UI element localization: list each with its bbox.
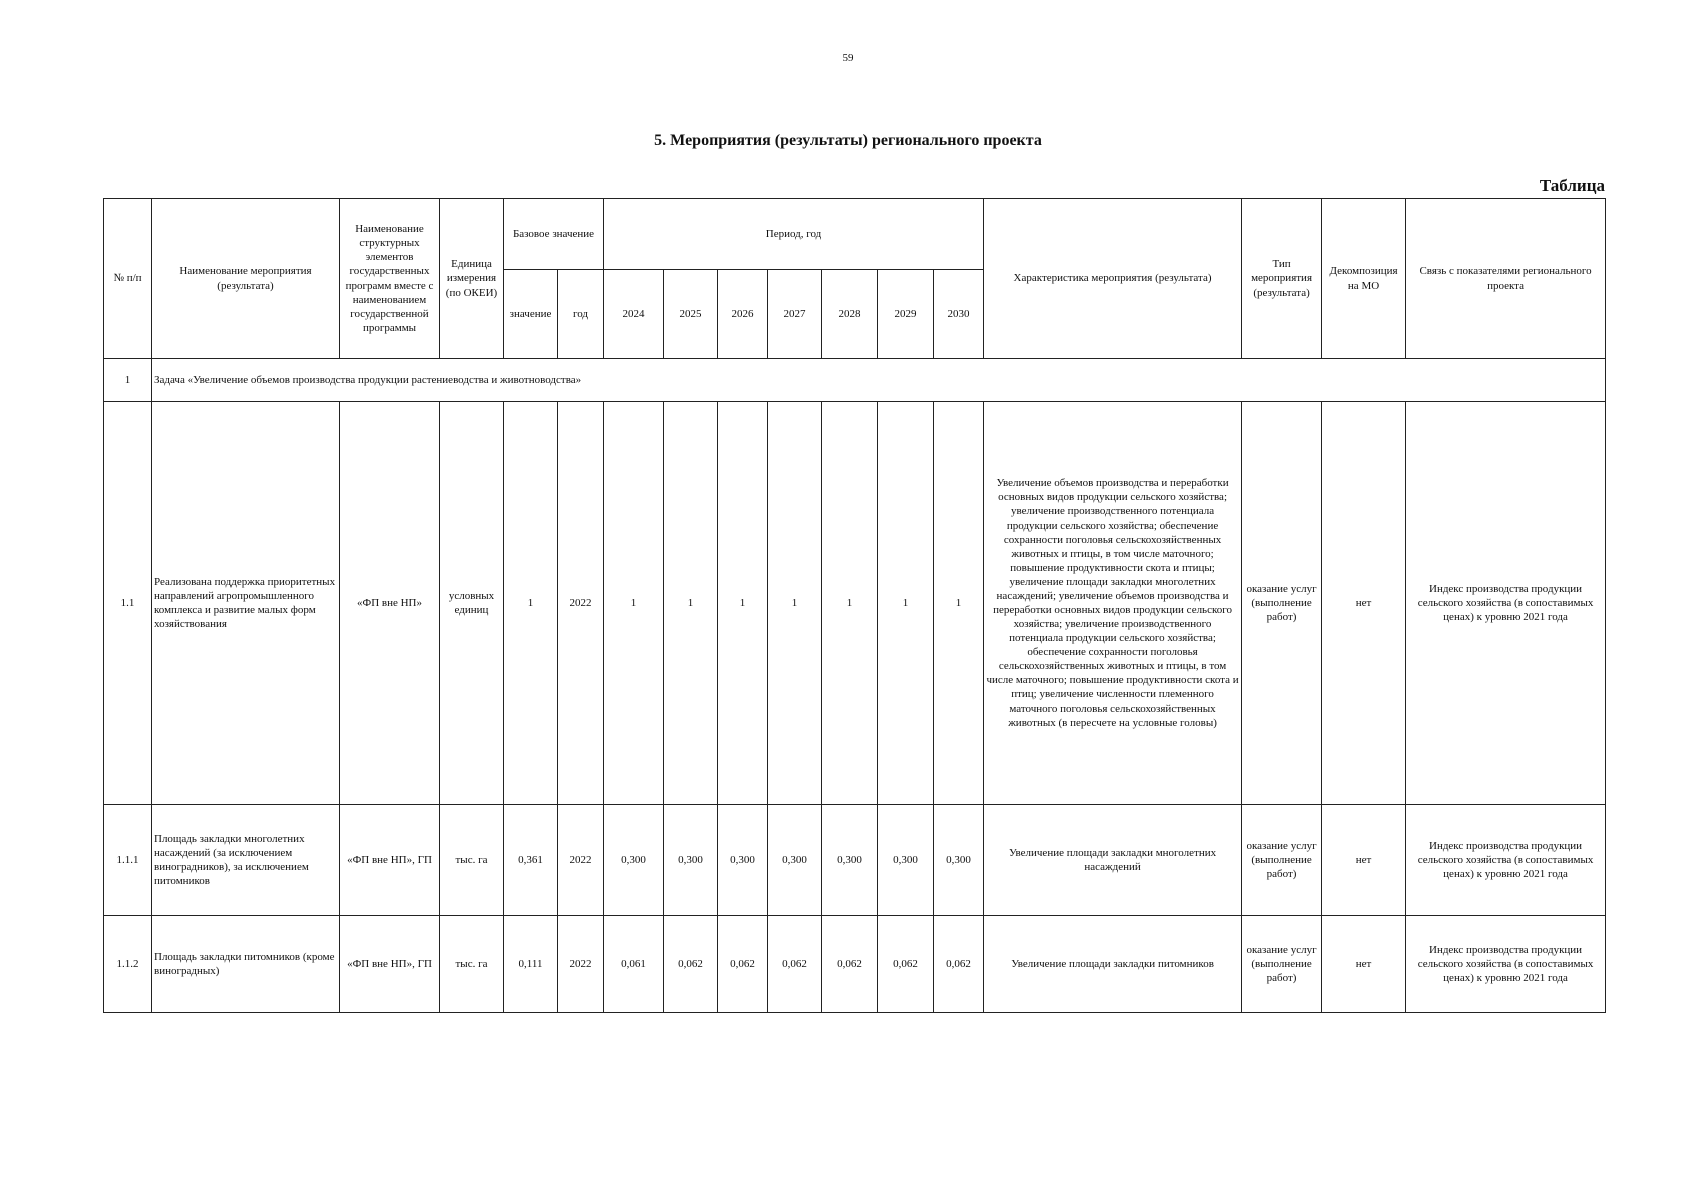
row-value-2026: 0,062 — [718, 916, 768, 1013]
task-row — [104, 359, 1606, 402]
row-value-2026: 1 — [718, 402, 768, 805]
row-value-2026: 0,300 — [718, 805, 768, 916]
row-type: оказание услуг (выполнение работ) — [1242, 916, 1322, 1013]
row-value-2028: 0,062 — [822, 916, 878, 1013]
header-year-2030: 2030 — [934, 270, 984, 359]
header-char: Характеристика мероприятия (результата) — [984, 199, 1242, 359]
row-unit: тыс. га — [440, 805, 504, 916]
row-base-value: 0,111 — [504, 916, 558, 1013]
task-num: 1 — [104, 359, 152, 402]
header-decomp: Декомпозиция на МО — [1322, 199, 1406, 359]
row-characteristic: Увеличение площади закладки многолетних насаждений — [984, 805, 1242, 916]
page-title: 5. Мероприятия (результаты) регионального проекта — [654, 132, 1042, 149]
header-year-2028: 2028 — [822, 270, 878, 359]
row-type: оказание услуг (выполнение работ) — [1242, 805, 1322, 916]
header-base-value: значение — [504, 270, 558, 359]
header-struct: Наименование структурных элементов государственных программ вместе с наименованием государственной программы — [340, 199, 440, 359]
row-num: 1.1.1 — [104, 805, 152, 916]
row-decomposition: нет — [1322, 402, 1406, 805]
row-base-year: 2022 — [558, 916, 604, 1013]
row-type: оказание услуг (выполнение работ) — [1242, 402, 1322, 805]
row-name: Площадь закладки многолетних насаждений (за исключением виноградников), за исключением питомников — [152, 805, 340, 916]
header-unit: Единица измерения (по ОКЕИ) — [440, 199, 504, 359]
header-year-2025: 2025 — [664, 270, 718, 359]
row-value-2027: 0,300 — [768, 805, 822, 916]
row-decomposition: нет — [1322, 805, 1406, 916]
header-year-2024: 2024 — [604, 270, 664, 359]
row-base-value: 1 — [504, 402, 558, 805]
row-value-2030: 0,300 — [934, 805, 984, 916]
row-value-2029: 0,062 — [878, 916, 934, 1013]
row-unit: тыс. га — [440, 916, 504, 1013]
row-num: 1.1 — [104, 402, 152, 805]
row-struct: «ФП вне НП», ГП — [340, 805, 440, 916]
header-year-2027: 2027 — [768, 270, 822, 359]
row-value-2028: 0,300 — [822, 805, 878, 916]
row-value-2029: 0,300 — [878, 805, 934, 916]
row-base-value: 0,361 — [504, 805, 558, 916]
row-base-year: 2022 — [558, 805, 604, 916]
header-year-2029: 2029 — [878, 270, 934, 359]
row-struct: «ФП вне НП» — [340, 402, 440, 805]
row-characteristic: Увеличение объемов производства и переработки основных видов продукции сельского хозяйства; увеличение производственного потенциала продукции сельского хозяйства; обеспечение сохранности поголовья сельскохозяйственных животных и птицы, в том числе маточного; повышение продуктивности скота и птицы; увеличение площади закладки многолетних насаждений; увеличение объемов производства и переработки основных видов продукции сельского хозяйства; увеличение производственного потенциала продукции сельского хозяйства; обеспечение сохранности поголовья сельскохозяйственных животных и птицы, в том числе маточного; повышение продуктивности скота и птиц; увеличение численности племенного маточного поголовья сельскохозяйственных животных (в пересчете на условные головы) — [984, 402, 1242, 805]
header-num: № п/п — [104, 199, 152, 359]
row-value-2029: 1 — [878, 402, 934, 805]
header-type: Тип мероприятия (результата) — [1242, 199, 1322, 359]
header-link: Связь с показателями регионального проекта — [1406, 199, 1606, 359]
row-value-2024: 0,300 — [604, 805, 664, 916]
table-row — [104, 916, 1606, 1013]
row-value-2027: 0,062 — [768, 916, 822, 1013]
row-link: Индекс производства продукции сельского хозяйства (в сопоставимых ценах) к уровню 2021 года — [1406, 916, 1606, 1013]
row-num: 1.1.2 — [104, 916, 152, 1013]
header-name: Наименование мероприятия (результата) — [152, 199, 340, 359]
row-link: Индекс производства продукции сельского хозяйства (в сопоставимых ценах) к уровню 2021 года — [1406, 402, 1606, 805]
task-text: Задача «Увеличение объемов производства продукции растениеводства и животноводства» — [152, 359, 1606, 402]
row-name: Площадь закладки питомников (кроме виноградных) — [152, 916, 340, 1013]
table-caption: Таблица — [1539, 176, 1605, 195]
table-row — [104, 402, 1606, 805]
row-characteristic: Увеличение площади закладки питомников — [984, 916, 1242, 1013]
row-name: Реализована поддержка приоритетных направлений агропромышленного комплекса и развитие малых форм хозяйствования — [152, 402, 340, 805]
header-period: Период, год — [604, 199, 984, 270]
page-number: 59 — [842, 52, 854, 64]
row-value-2028: 1 — [822, 402, 878, 805]
row-value-2025: 1 — [664, 402, 718, 805]
row-decomposition: нет — [1322, 916, 1406, 1013]
row-struct: «ФП вне НП», ГП — [340, 916, 440, 1013]
measures-table — [103, 198, 1606, 1013]
header-base-year: год — [558, 270, 604, 359]
row-value-2030: 1 — [934, 402, 984, 805]
row-link: Индекс производства продукции сельского хозяйства (в сопоставимых ценах) к уровню 2021 года — [1406, 805, 1606, 916]
row-value-2025: 0,300 — [664, 805, 718, 916]
row-value-2027: 1 — [768, 402, 822, 805]
header-year-2026: 2026 — [718, 270, 768, 359]
row-value-2025: 0,062 — [664, 916, 718, 1013]
row-value-2024: 1 — [604, 402, 664, 805]
header-row-1 — [104, 199, 1606, 270]
table-row — [104, 805, 1606, 916]
row-value-2030: 0,062 — [934, 916, 984, 1013]
row-unit: условных единиц — [440, 402, 504, 805]
row-base-year: 2022 — [558, 402, 604, 805]
row-value-2024: 0,061 — [604, 916, 664, 1013]
header-base: Базовое значение — [504, 199, 604, 270]
